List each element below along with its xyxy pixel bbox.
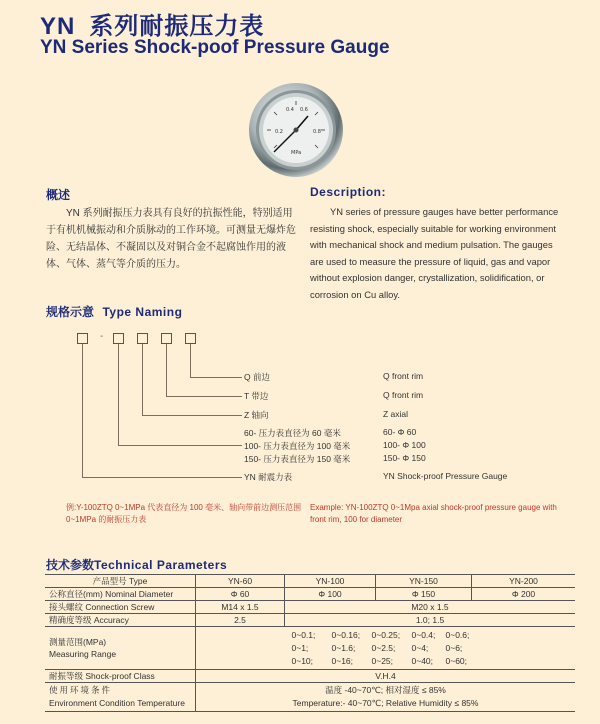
range-value: 0~40; <box>411 656 434 666</box>
range-value: 0~25; <box>371 656 394 666</box>
code-box-2 <box>113 333 124 344</box>
row-label: 精确度等级 Accuracy <box>45 614 196 627</box>
example-en: Example: YN-100ZTQ 0~1Mpa axial shock-proof pressure gauge with front rim, 100 for diameter <box>310 503 557 524</box>
naming-label-en: Q front rim <box>383 390 424 400</box>
range-value: 0~1.6; <box>331 643 356 653</box>
connector-line <box>118 344 119 446</box>
table-row-diameter <box>45 588 575 601</box>
connector-line <box>142 415 242 416</box>
table-row-shock <box>45 670 575 683</box>
code-box-3 <box>137 333 148 344</box>
range-value: 0~16; <box>331 656 354 666</box>
technical-heading-cn: 技术参数 <box>46 558 95 572</box>
table-cell: YN-150 <box>376 575 472 588</box>
naming-label-cn: 150- 压力表直径为 150 毫米 <box>244 454 351 464</box>
table-cell: Φ 150 <box>376 588 472 601</box>
range-value: 0~1; <box>291 643 309 653</box>
overview-text-cn: YN 系列耐振压力表具有良好的抗振性能，特别适用于有机机械振动和介质脉动的工作环境。可测量无爆炸危险、无结晶体、不凝固以及对铜合金不起腐蚀作用的液体、气体、蒸气等介质的压力。 <box>46 208 296 270</box>
connector-line <box>190 344 191 378</box>
code-box-5 <box>185 333 196 344</box>
code-box-1 <box>77 333 88 344</box>
example-cn: 例:Y-100ZTQ 0~1MPa 代表直径为 100 毫米、轴向带前边测压范围 0~1MPa 的耐振压力表 <box>66 503 302 524</box>
svg-text:0.4: 0.4 <box>286 107 294 113</box>
range-value: 0~60; <box>445 656 468 666</box>
pressure-gauge-icon <box>248 82 344 178</box>
naming-label-en: Q front rim <box>383 371 424 381</box>
naming-label-cn: YN 耐震力表 <box>244 472 293 482</box>
table-row-screw <box>45 601 575 614</box>
naming-label-en: 100- Φ 100 <box>383 440 426 450</box>
table-cell: 1.0; 1.5 <box>285 614 576 627</box>
type-naming-heading-cn: 规格示意 <box>46 305 95 319</box>
overview-heading-cn: 概述 <box>46 188 71 202</box>
table-cell: YN-100 <box>285 575 376 588</box>
naming-label-cn: 100- 压力表直径为 100 毫米 <box>244 441 351 451</box>
technical-heading <box>46 556 227 574</box>
description-text-en: YN series of pressure gauges have better performance resisting shock, especially suitable for working environment with mechanical shock and medium pulsation. The gauges are used to measure the pressure of liquid, gas and vapor without explosion danger, crystallization, solidification, or corrosion on Cu alloy. <box>310 206 559 300</box>
table-cell: Φ 60 <box>196 588 285 601</box>
description-heading-en: Description: <box>310 185 387 199</box>
type-naming-heading-en: Type Naming <box>102 305 183 319</box>
range-label-en: Measuring Range <box>49 649 117 659</box>
row-label <box>45 683 196 712</box>
connector-line <box>82 344 83 478</box>
range-label-cn: 测量范围(MPa) <box>49 637 107 647</box>
table-cell: V.H.4 <box>196 670 576 683</box>
code-box-4 <box>161 333 172 344</box>
naming-label-cn: 60- 压力表直径为 60 毫米 <box>244 428 341 438</box>
code-dash: - <box>100 331 104 342</box>
row-label: 产品型号 Type <box>45 575 196 588</box>
table-cell: Φ 100 <box>285 588 376 601</box>
connector-line <box>82 477 242 478</box>
range-value: 0~6; <box>445 643 463 653</box>
naming-label-en: 60- Φ 60 <box>383 427 417 437</box>
row-label: 耐振等级 Shock-proof Class <box>45 670 196 683</box>
environment-label-en: Environment Condition Temperature <box>49 698 185 708</box>
range-value: 0~0.4; <box>411 630 436 640</box>
table-cell: M20 x 1.5 <box>285 601 576 614</box>
connector-line <box>166 396 242 397</box>
naming-label-en: 150- Φ 150 <box>383 453 426 463</box>
table-row-accuracy <box>45 614 575 627</box>
table-cell: YN-200 <box>472 575 576 588</box>
range-value: 0~2.5; <box>371 643 396 653</box>
technical-heading-en: Technical Parameters <box>94 558 228 572</box>
connector-line <box>190 377 242 378</box>
range-value: 0~0.6; <box>445 630 470 640</box>
row-label: 接头螺纹 Connection Screw <box>45 601 196 614</box>
naming-label-en: Z axial <box>383 409 409 419</box>
page-title-en: YN Series Shock-poof Pressure Gauge <box>40 37 390 58</box>
range-values <box>196 627 576 670</box>
svg-text:MPa: MPa <box>291 150 302 156</box>
type-naming-heading <box>46 303 182 321</box>
table-row-environment <box>45 683 575 712</box>
table-cell: M14 x 1.5 <box>196 601 285 614</box>
svg-text:0.6: 0.6 <box>300 107 308 113</box>
connector-line <box>142 344 143 416</box>
table-cell: 2.5 <box>196 614 285 627</box>
table-row-range <box>45 627 575 670</box>
svg-text:0.2: 0.2 <box>275 129 283 135</box>
naming-label-en: YN Shock-proof Pressure Gauge <box>383 471 508 481</box>
environment-value-cn: 温度 -40~70℃; 相对湿度 ≤ 85% <box>325 685 446 695</box>
connector-line <box>166 344 167 397</box>
range-value: 0~0.16; <box>331 630 361 640</box>
page-title-cn <box>40 6 264 41</box>
title-cn-text: 系列耐振压力表 <box>89 13 265 40</box>
title-cn-prefix: YN <box>40 13 76 40</box>
range-value: 0~4; <box>411 643 429 653</box>
technical-parameters-table <box>45 574 575 712</box>
environment-values <box>196 683 576 712</box>
naming-label-cn: Q 前边 <box>244 372 270 382</box>
environment-value-en: Temperature:- 40~70℃; Relative Humidity ≤ 85% <box>292 698 479 708</box>
range-value: 0~0.1; <box>291 630 316 640</box>
connector-line <box>118 445 242 446</box>
row-label <box>45 627 196 670</box>
svg-text:0.8: 0.8 <box>313 129 321 135</box>
table-cell: Φ 200 <box>472 588 576 601</box>
naming-label-cn: Z 轴向 <box>244 410 269 420</box>
range-value: 0~10; <box>291 656 314 666</box>
table-row-type <box>45 575 575 588</box>
range-value: 0~0.25; <box>371 630 401 640</box>
naming-label-cn: T 带边 <box>244 391 269 401</box>
row-label: 公称直径(mm) Nominal Diameter <box>45 588 196 601</box>
environment-label-cn: 使用环境条件 <box>49 685 113 695</box>
table-cell: YN-60 <box>196 575 285 588</box>
